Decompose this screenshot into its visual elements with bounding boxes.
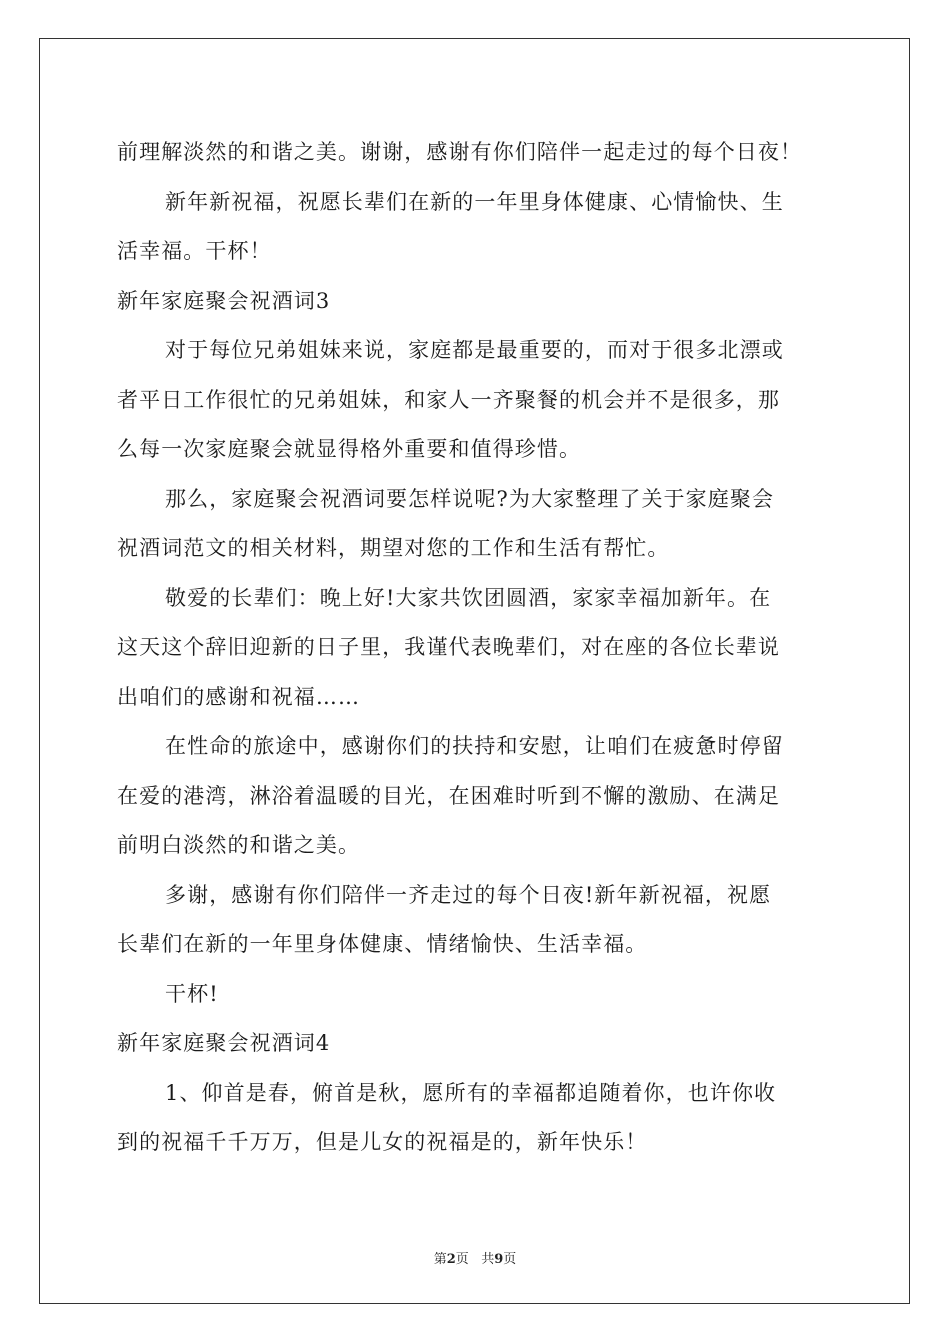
text-line: 新年新祝福，祝愿长辈们在新的一年里身体健康、心情愉快、生 bbox=[165, 189, 784, 214]
page-suffix: 页 bbox=[455, 1252, 469, 1267]
text-line: 长辈们在新的一年里身体健康、情绪愉快、生活幸福。 bbox=[117, 932, 648, 956]
text-line: 敬爱的长辈们：晚上好!大家共饮团圆酒，家家幸福加新年。在 bbox=[165, 585, 772, 610]
text-line: 祝酒词范文的相关材料，期望对您的工作和生活有帮忙。 bbox=[117, 536, 670, 560]
section-heading: 新年家庭聚会祝酒词3 bbox=[117, 288, 331, 313]
text-line: 在性命的旅途中，感谢你们的扶持和安慰，让咱们在疲惫时停留 bbox=[165, 734, 784, 758]
page-current: 2 bbox=[446, 1252, 456, 1267]
text-line: 这天这个辞旧迎新的日子里，我谨代表晚辈们，对在座的各位长辈说 bbox=[117, 635, 780, 659]
text-line: 者平日工作很忙的兄弟姐妹，和家人一齐聚餐的机会并不是很多，那 bbox=[117, 387, 780, 412]
total-suffix: 页 bbox=[503, 1252, 517, 1267]
text-line: 到的祝福千千万万，但是儿女的祝福是的，新年快乐！ bbox=[117, 1130, 648, 1154]
section-heading: 新年家庭聚会祝酒词4 bbox=[117, 1031, 331, 1055]
text-line: 在爱的港湾，淋浴着温暖的目光，在困难时听到不懈的激励、在满足 bbox=[117, 783, 780, 808]
text-line: 1、仰首是春，俯首是秋，愿所有的幸福都追随着你，也许你收 bbox=[165, 1080, 777, 1105]
page-footer bbox=[0, 1248, 950, 1267]
total-prefix: 共 bbox=[481, 1252, 495, 1267]
text-line: 干杯! bbox=[165, 981, 219, 1006]
text-line: 多谢，感谢有你们陪伴一齐走过的每个日夜!新年新祝福，祝愿 bbox=[165, 882, 772, 907]
text-line: 前明白淡然的和谐之美。 bbox=[117, 833, 361, 857]
text-line: 出咱们的感谢和祝福…… bbox=[117, 684, 361, 709]
text-line: 那么，家庭聚会祝酒词要怎样说呢?为大家整理了关于家庭聚会 bbox=[165, 486, 775, 511]
text-line: 活幸福。干杯！ bbox=[117, 239, 272, 263]
text-line: 前理解淡然的和谐之美。谢谢，感谢有你们陪伴一起走过的每个日夜！ bbox=[117, 140, 803, 164]
page-prefix: 第 bbox=[433, 1252, 447, 1267]
page-total: 9 bbox=[494, 1252, 504, 1267]
text-line: 对于每位兄弟姐妹来说，家庭都是最重要的，而对于很多北漂或 bbox=[165, 338, 784, 362]
document-body bbox=[117, 128, 837, 1168]
text-line: 么每一次家庭聚会就显得格外重要和值得珍惜。 bbox=[117, 437, 582, 461]
